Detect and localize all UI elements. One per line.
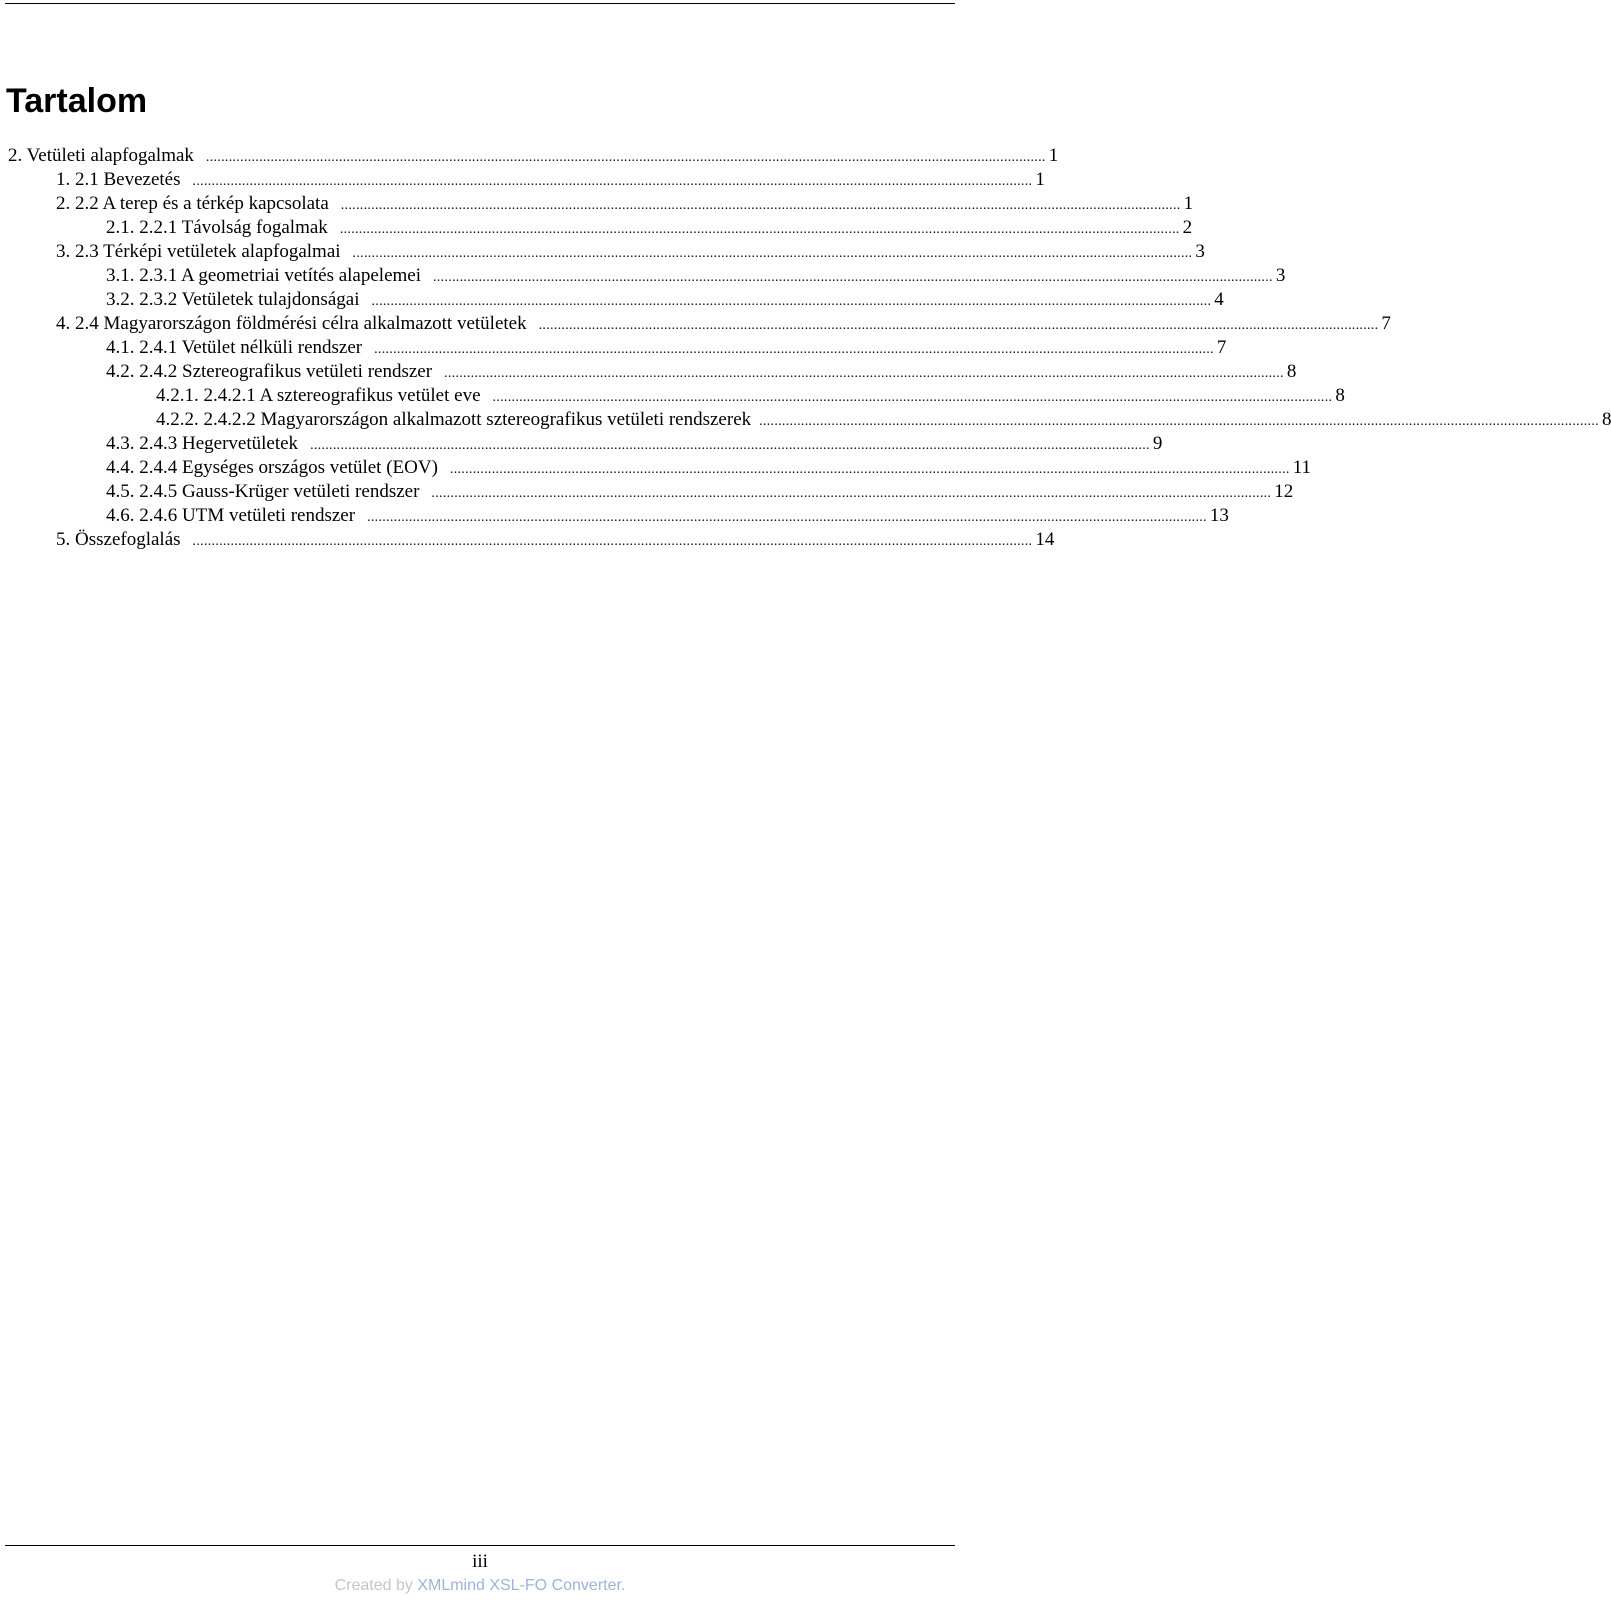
toc-entry-title: 3.1. 2.3.1 A geometriai vetítés alapelemei (106, 265, 421, 286)
toc-entry-title: 1. 2.1 Bevezetés (56, 169, 181, 190)
footer-rule (5, 1545, 955, 1546)
toc-leader: ............................................................................................................................................................................................................................. (340, 198, 1181, 213)
footer-credit (0, 1577, 960, 1595)
toc-entry-title: 4.4. 2.4.4 Egységes országos vetület (EOV) (106, 457, 438, 478)
toc-leader: ............................................................................................................................................................................................................................. (449, 462, 1290, 477)
toc-entry-page: 8 (1335, 385, 1345, 406)
toc-entry-page: 8 (1286, 361, 1297, 382)
toc-entry-title: 3.2. 2.3.2 Vetületek tulajdonságai (106, 289, 360, 310)
toc-entry-title: 4.2.1. 2.4.2.1 A sztereografikus vetület eve (156, 385, 481, 406)
toc-entry[interactable] (56, 168, 1045, 192)
toc-entry[interactable] (106, 480, 1294, 504)
toc-entry[interactable] (56, 240, 1205, 264)
toc-entry[interactable] (56, 192, 1194, 216)
toc-entry[interactable] (106, 432, 1163, 456)
toc-leader: ............................................................................................................................................................................................................................. (367, 510, 1207, 525)
toc-entry-page: 3 (1195, 241, 1205, 262)
toc-entry-page: 14 (1035, 529, 1055, 550)
toc-entry-title: 4.5. 2.4.5 Gauss-Krüger vetületi rendszer (106, 481, 420, 502)
toc-entry-page: 3 (1275, 265, 1286, 286)
toc-entry[interactable] (106, 336, 1227, 360)
toc-entry[interactable] (106, 216, 1193, 240)
toc-entry[interactable] (106, 360, 1297, 384)
toc-leader: ............................................................................................................................................................................................................................. (431, 486, 1272, 501)
toc-entry[interactable] (156, 384, 1345, 408)
page-number: iii (472, 1551, 488, 1572)
toc-entry-page: 1 (1048, 145, 1059, 166)
toc-entry-page: 7 (1216, 337, 1227, 358)
page-title: Tartalom (6, 82, 148, 120)
credit-brand-link[interactable]: XMLmind XSL-FO Converter. (417, 1577, 626, 1594)
toc-entry-page: 8 (1601, 409, 1611, 430)
toc-entry-page: 1 (1183, 193, 1194, 214)
toc-entry-title: 5. Összefoglalás (56, 529, 181, 550)
toc-entry-title: 2. 2.2 A terep és a térkép kapcsolata (56, 193, 329, 214)
toc-entry[interactable] (106, 288, 1224, 312)
toc-entry-title: 3. 2.3 Térképi vetületek alapfogalmai (56, 241, 341, 262)
toc-entry-title: 2.1. 2.2.1 Távolság fogalmak (106, 217, 328, 238)
toc-entry-title: 2. Vetületi alapfogalmak (8, 145, 194, 166)
toc-entry[interactable] (106, 456, 1312, 480)
toc-entry[interactable] (56, 312, 1391, 336)
toc-entry[interactable] (156, 408, 1611, 432)
header-rule (5, 3, 955, 4)
toc-entry-title: 4. 2.4 Magyarországon földmérési célra alkalmazott vetületek (56, 313, 527, 334)
toc-leader: ............................................................................................................................................................................................................................. (538, 318, 1379, 333)
toc-entry-page: 13 (1209, 505, 1229, 526)
toc-entry[interactable] (106, 264, 1286, 288)
toc-leader: ............................................................................................................................................................................................................................. (759, 414, 1599, 429)
toc-leader: ............................................................................................................................................................................................................................. (374, 342, 1214, 357)
toc-entry-page: 12 (1274, 481, 1294, 502)
toc-entry-page: 2 (1182, 217, 1193, 238)
toc-leader: ............................................................................................................................................................................................................................. (492, 390, 1333, 405)
toc-entry-title: 4.6. 2.4.6 UTM vetületi rendszer (106, 505, 356, 526)
toc-entry-page: 1 (1035, 169, 1045, 190)
toc-entry[interactable] (106, 504, 1229, 528)
toc-leader: ............................................................................................................................................................................................................................. (310, 438, 1150, 453)
toc-entry-title: 4.1. 2.4.1 Vetület nélküli rendszer (106, 337, 363, 358)
toc-leader: ............................................................................................................................................................................................................................. (205, 150, 1046, 165)
toc-entry-title: 4.3. 2.4.3 Hegervetületek (106, 433, 299, 454)
credit-prefix: Created by (334, 1577, 418, 1594)
toc-entry[interactable] (8, 144, 1059, 168)
toc-entry-page: 7 (1381, 313, 1391, 334)
toc-entry-page: 9 (1152, 433, 1163, 454)
toc-leader: ............................................................................................................................................................................................................................. (192, 534, 1033, 549)
toc-entry[interactable] (56, 528, 1055, 552)
toc-entry-page: 4 (1214, 289, 1224, 310)
toc-leader: ............................................................................................................................................................................................................................. (371, 294, 1212, 309)
toc-leader: ............................................................................................................................................................................................................................. (433, 270, 1273, 285)
toc-leader: ............................................................................................................................................................................................................................. (192, 174, 1033, 189)
toc-entry-title: 4.2.2. 2.4.2.2 Magyarországon alkalmazott sztereografikus vetületi rendszerek (156, 409, 752, 430)
toc-entry-page: 11 (1292, 457, 1312, 478)
toc-leader: ............................................................................................................................................................................................................................. (444, 366, 1284, 381)
toc-entry-title: 4.2. 2.4.2 Sztereografikus vetületi rendszer (106, 361, 433, 382)
toc-leader: ............................................................................................................................................................................................................................. (352, 246, 1193, 261)
toc-leader: ............................................................................................................................................................................................................................. (339, 222, 1180, 237)
